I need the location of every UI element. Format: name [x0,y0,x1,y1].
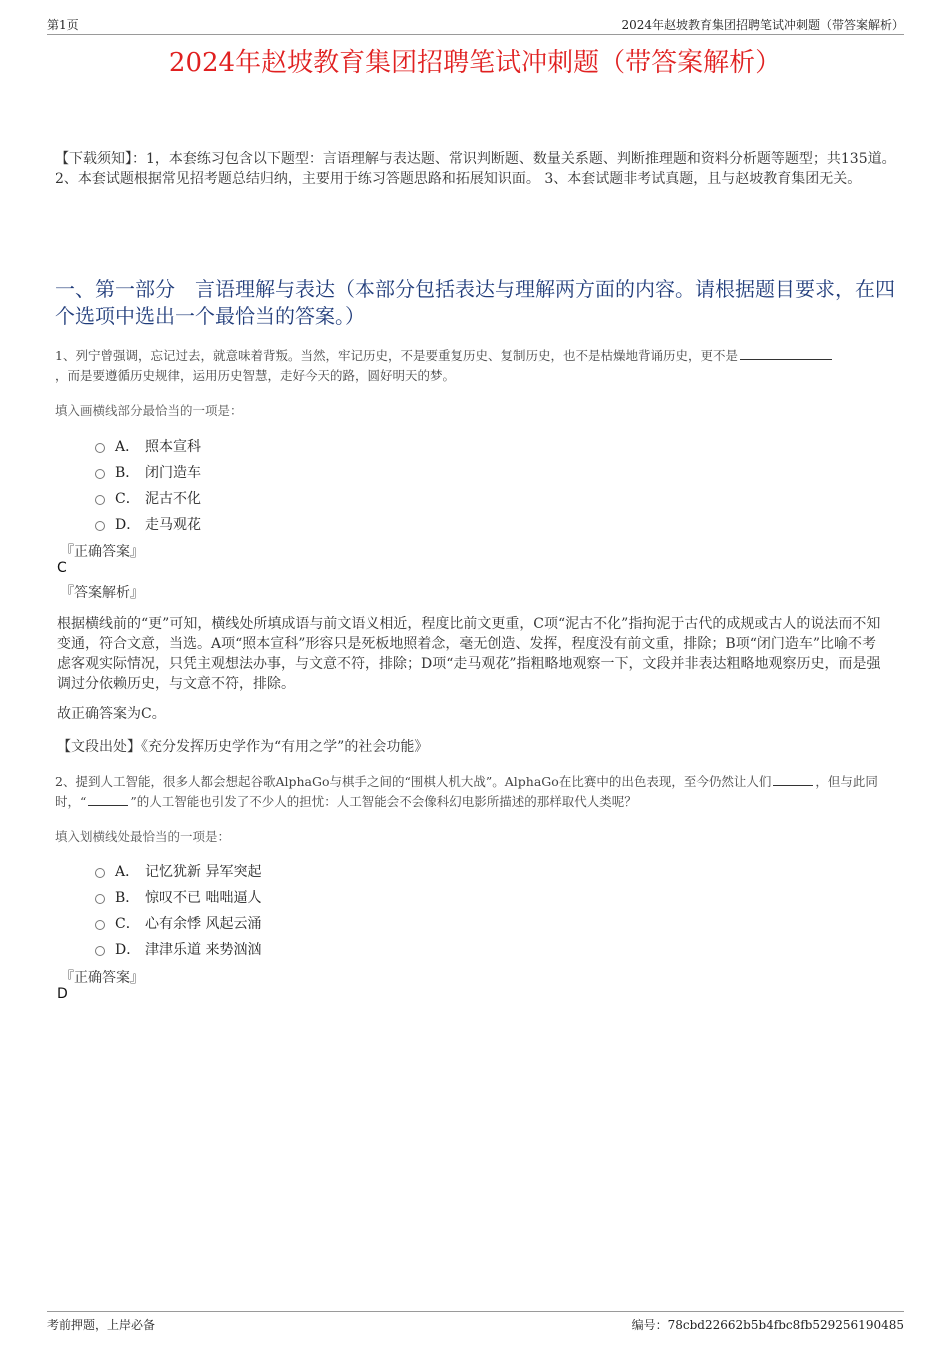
answer-value: D [57,986,68,1002]
page-footer [47,1311,904,1332]
option-a[interactable] [95,433,201,459]
option-key: D． [115,517,141,533]
question-1-text-b: ，而是要遵循历史规律，运用历史智慧，走好今天的路，圆好明天的梦。 [55,368,456,383]
radio-icon[interactable] [95,495,105,505]
option-c[interactable] [95,910,261,936]
option-text: 心有余悸 风起云涌 [145,916,262,932]
radio-icon[interactable] [95,521,105,531]
analysis-label: 『答案解析』 [60,585,144,601]
answer-conclusion: 故正确答案为C。 [57,706,166,722]
fill-blank [88,793,128,806]
answer-label: 『正确答案』 [60,970,144,986]
fill-blank [740,347,832,360]
analysis-text: 根据横线前的“更”可知，横线处所填成语与前文语义相近，程度比前文更重，C项“泥古不化”指拘泥于古代的成规或古人的说法而不知变通，符合文意，当选。A项“照本宣科”形容只是死板地照着念，毫无创造、发挥，程度没有前文重，排除；B项“闭门造车”比喻不考虑客观实际情况，只凭主观想法办事，与文意不符，排除；D项“走马观花”指粗略地观察一下，文段并非表达粗略地观察历史，而是强调过分依赖历史，与文意不符，排除。 [57,616,881,692]
option-text: 走马观花 [145,517,201,533]
radio-icon[interactable] [95,920,105,930]
question-2-options [95,858,261,962]
option-b[interactable] [95,884,261,910]
option-c[interactable] [95,485,201,511]
option-d[interactable] [95,511,201,537]
footer-slogan: 考前押题，上岸必备 [47,1318,156,1332]
question-1-options [95,433,201,537]
option-d[interactable] [95,936,261,962]
option-text: 津津乐道 来势汹汹 [145,942,262,958]
radio-icon[interactable] [95,469,105,479]
radio-icon[interactable] [95,946,105,956]
document-id: 编号：78cbd22662b5b4fbc8fb529256190485 [631,1318,904,1332]
page-header [47,14,904,35]
document-title: 2024年赵坡教育集团招聘笔试冲刺题（带答案解析） [168,48,782,78]
option-key: C． [115,491,140,507]
radio-icon[interactable] [95,894,105,904]
header-doc-title: 2024年赵坡教育集团招聘笔试冲刺题（带答案解析） [621,18,904,32]
option-a[interactable] [95,858,261,884]
question-1-stem [55,346,900,386]
page-number: 第1页 [47,18,79,32]
option-text: 闭门造车 [145,465,201,481]
option-key: A． [115,439,140,455]
download-notice: 【下载须知】：1，本套练习包含以下题型：言语理解与表达题、常识判断题、数量关系题、判断推理题和资料分析题等题型；共135道。 2、本套试题根据常见招考题总结归纳，主要用于练习答题思路和拓展知识面。 3、本套试题非考试真题，且与赵坡教育集团无关。 [55,151,896,187]
section-heading: 一、第一部分 言语理解与表达（本部分包括表达与理解两方面的内容。请根据题目要求，在四个选项中选出一个最恰当的答案。） [55,277,895,328]
question-2-text-a: 2、提到人工智能，很多人都会想起谷歌AlphaGo与棋手之间的“围棋人机大战”。AlphaGo在比赛中的出色表现，至今仍然让人们 [55,774,772,789]
question-1-prompt: 填入画横线部分最恰当的一项是： [55,403,243,418]
question-2-prompt: 填入划横线处最恰当的一项是： [55,829,231,844]
option-key: B． [115,465,140,481]
radio-icon[interactable] [95,868,105,878]
source-citation: 【文段出处】《充分发挥历史学作为“有用之学”的社会功能》 [57,739,429,755]
option-b[interactable] [95,459,201,485]
option-key: D． [115,942,141,958]
radio-icon[interactable] [95,443,105,453]
option-key: B． [115,890,140,906]
question-2-text-b: ，但与此同时，“ [55,774,878,809]
option-text: 记忆犹新 异军突起 [145,864,262,880]
question-2-text-c: ”的人工智能也引发了不少人的担忧：人工智能会不会像科幻电影所描述的那样取代人类呢？ [130,794,637,809]
option-key: A． [115,864,140,880]
option-text: 泥古不化 [145,491,201,507]
option-text: 照本宣科 [145,439,201,455]
option-text: 惊叹不已 咄咄逼人 [145,890,262,906]
question-2-stem [55,772,900,812]
option-key: C． [115,916,140,932]
fill-blank [773,773,813,786]
answer-label: 『正确答案』 [60,544,144,560]
question-1-text-a: 1、列宁曾强调，忘记过去，就意味着背叛。当然，牢记历史，不是要重复历史、复制历史，也不是枯燥地背诵历史，更不是 [55,348,738,363]
answer-value: C [57,560,67,576]
